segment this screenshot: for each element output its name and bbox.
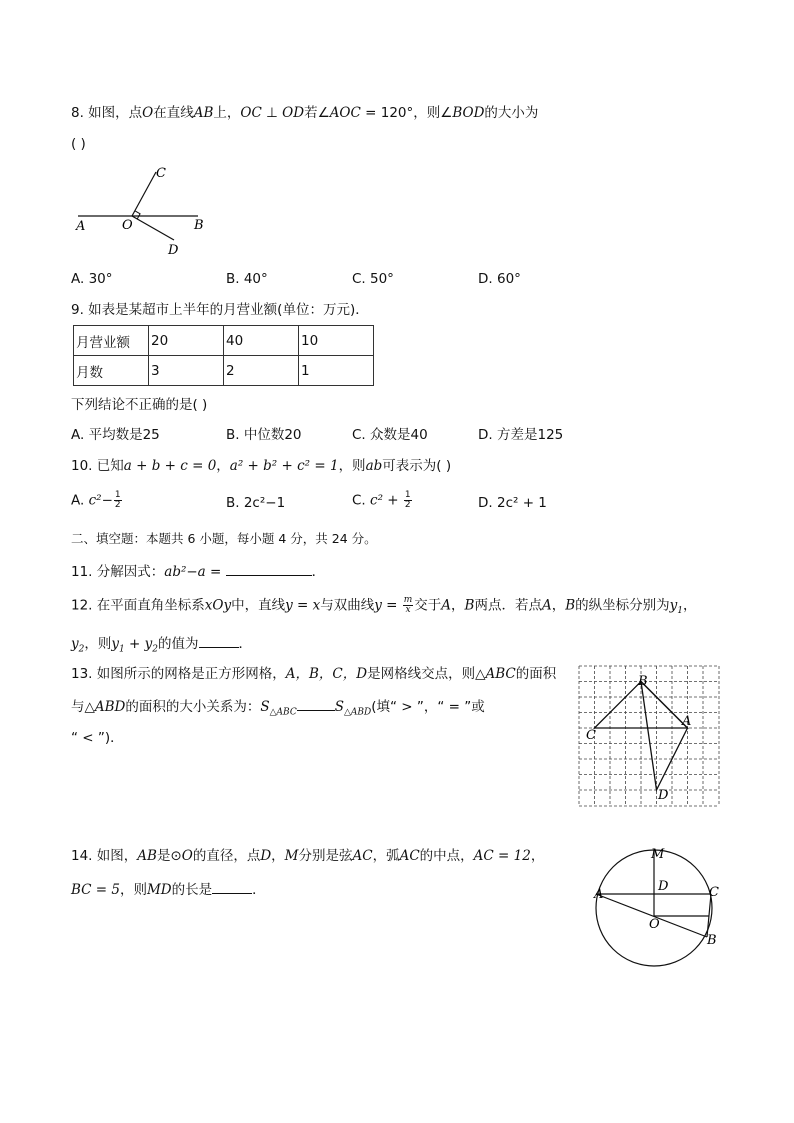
label-b: B bbox=[194, 218, 204, 233]
table-cell: 月营业额 bbox=[74, 326, 149, 356]
label-d: D bbox=[658, 879, 669, 894]
label-c: C bbox=[586, 728, 596, 743]
q10-option-a[interactable]: A. c²− $\frac{1}{2}$ bbox=[71, 490, 121, 510]
label-d: D bbox=[168, 243, 179, 258]
q9-data-table bbox=[73, 325, 374, 386]
table-cell: 3 bbox=[149, 356, 224, 386]
q8-option-c[interactable]: C. 50° bbox=[352, 271, 394, 287]
table-cell: 40 bbox=[224, 326, 299, 356]
label-c: C bbox=[709, 885, 719, 900]
table-cell: 2 bbox=[224, 356, 299, 386]
answer-blank[interactable] bbox=[297, 697, 335, 711]
q12-stem-line1: 12. 在平面直角坐标系xOy中，直线y = x与双曲线y = $\frac{m}{x}$ 交于A，B两点．若点A，B的纵坐标分别为$y_1$， bbox=[71, 595, 697, 617]
q8-answer-paren: ( ) bbox=[71, 136, 86, 152]
answer-blank[interactable] bbox=[226, 562, 312, 576]
q14-circle-figure bbox=[588, 842, 728, 977]
table-cell: 10 bbox=[299, 326, 374, 356]
section-heading: 二、填空题：本题共 6 小题，每小题 4 分，共 24 分。 bbox=[71, 531, 377, 546]
q12-stem-line2: $y_2$，则$y_1 + y_2$的值为 ． bbox=[71, 636, 253, 655]
q8-option-b[interactable]: B. 40° bbox=[226, 271, 268, 287]
q14-stem-line2: BC = 5，则MD的长是 ． bbox=[71, 882, 266, 898]
answer-blank[interactable] bbox=[199, 634, 239, 648]
table-row bbox=[74, 326, 374, 356]
table-cell: 1 bbox=[299, 356, 374, 386]
q13-stem-line2: 与△ABD的面积的大小关系为：$S_{\triangle ABC}$ $S_{\triangle ABD}$(填“ > ”，“ = ”或 bbox=[71, 699, 485, 718]
ray-od bbox=[132, 216, 174, 240]
label-c: C bbox=[156, 166, 166, 181]
q8-stem: 8. 如图，点O在直线AB上，OC ⊥ OD若∠AOC = 120°，则∠BOD的大小为 bbox=[71, 105, 539, 121]
q9-question: 下列结论不正确的是( ) bbox=[71, 397, 208, 413]
label-o: O bbox=[122, 218, 133, 233]
triangle-abd bbox=[641, 682, 688, 791]
q11-stem: 11. 分解因式：ab²−a = ． bbox=[71, 564, 326, 580]
q10-option-d[interactable]: D. 2c² + 1 bbox=[478, 495, 547, 511]
label-a: A bbox=[594, 887, 604, 902]
q9-option-d[interactable]: D. 方差是125 bbox=[478, 427, 564, 443]
q10-option-c[interactable]: C. c² + $\frac{1}{2}$ bbox=[352, 490, 411, 510]
table-row bbox=[74, 356, 374, 386]
q13-stem-line1: 13. 如图所示的网格是正方形网格，A，B，C，D是网格线交点，则△ABC的面积 bbox=[71, 666, 557, 682]
table-cell: 月数 bbox=[74, 356, 149, 386]
label-b: B bbox=[638, 674, 648, 689]
q14-stem-line1: 14. 如图，AB是⊙O的直径，点D，M分别是弦AC，弧AC的中点，AC = 12， bbox=[71, 848, 545, 864]
table-cell: 20 bbox=[149, 326, 224, 356]
q8-angle-figure bbox=[70, 160, 220, 260]
q13-stem-line3: “ < ”)． bbox=[71, 730, 124, 746]
q8-option-d[interactable]: D. 60° bbox=[478, 271, 521, 287]
q10-stem: 10. 已知a + b + c = 0，a² + b² + c² = 1，则ab可表示为( ) bbox=[71, 458, 452, 474]
answer-blank[interactable] bbox=[212, 880, 252, 894]
label-a: A bbox=[76, 219, 86, 234]
q13-grid-figure bbox=[578, 665, 720, 807]
q9-option-b[interactable]: B. 中位数20 bbox=[226, 427, 302, 443]
label-m: M bbox=[651, 847, 665, 862]
q8-option-a[interactable]: A. 30° bbox=[71, 271, 113, 287]
ray-oc bbox=[132, 172, 156, 216]
label-o: O bbox=[649, 917, 660, 932]
label-d: D bbox=[658, 788, 669, 803]
label-a: A bbox=[682, 714, 692, 729]
label-b: B bbox=[707, 933, 717, 948]
q9-stem: 9. 如表是某超市上半年的月营业额(单位：万元)． bbox=[71, 302, 369, 318]
q9-option-c[interactable]: C. 众数是40 bbox=[352, 427, 428, 443]
q10-option-b[interactable]: B. 2c²−1 bbox=[226, 495, 286, 511]
q9-option-a[interactable]: A. 平均数是25 bbox=[71, 427, 160, 443]
